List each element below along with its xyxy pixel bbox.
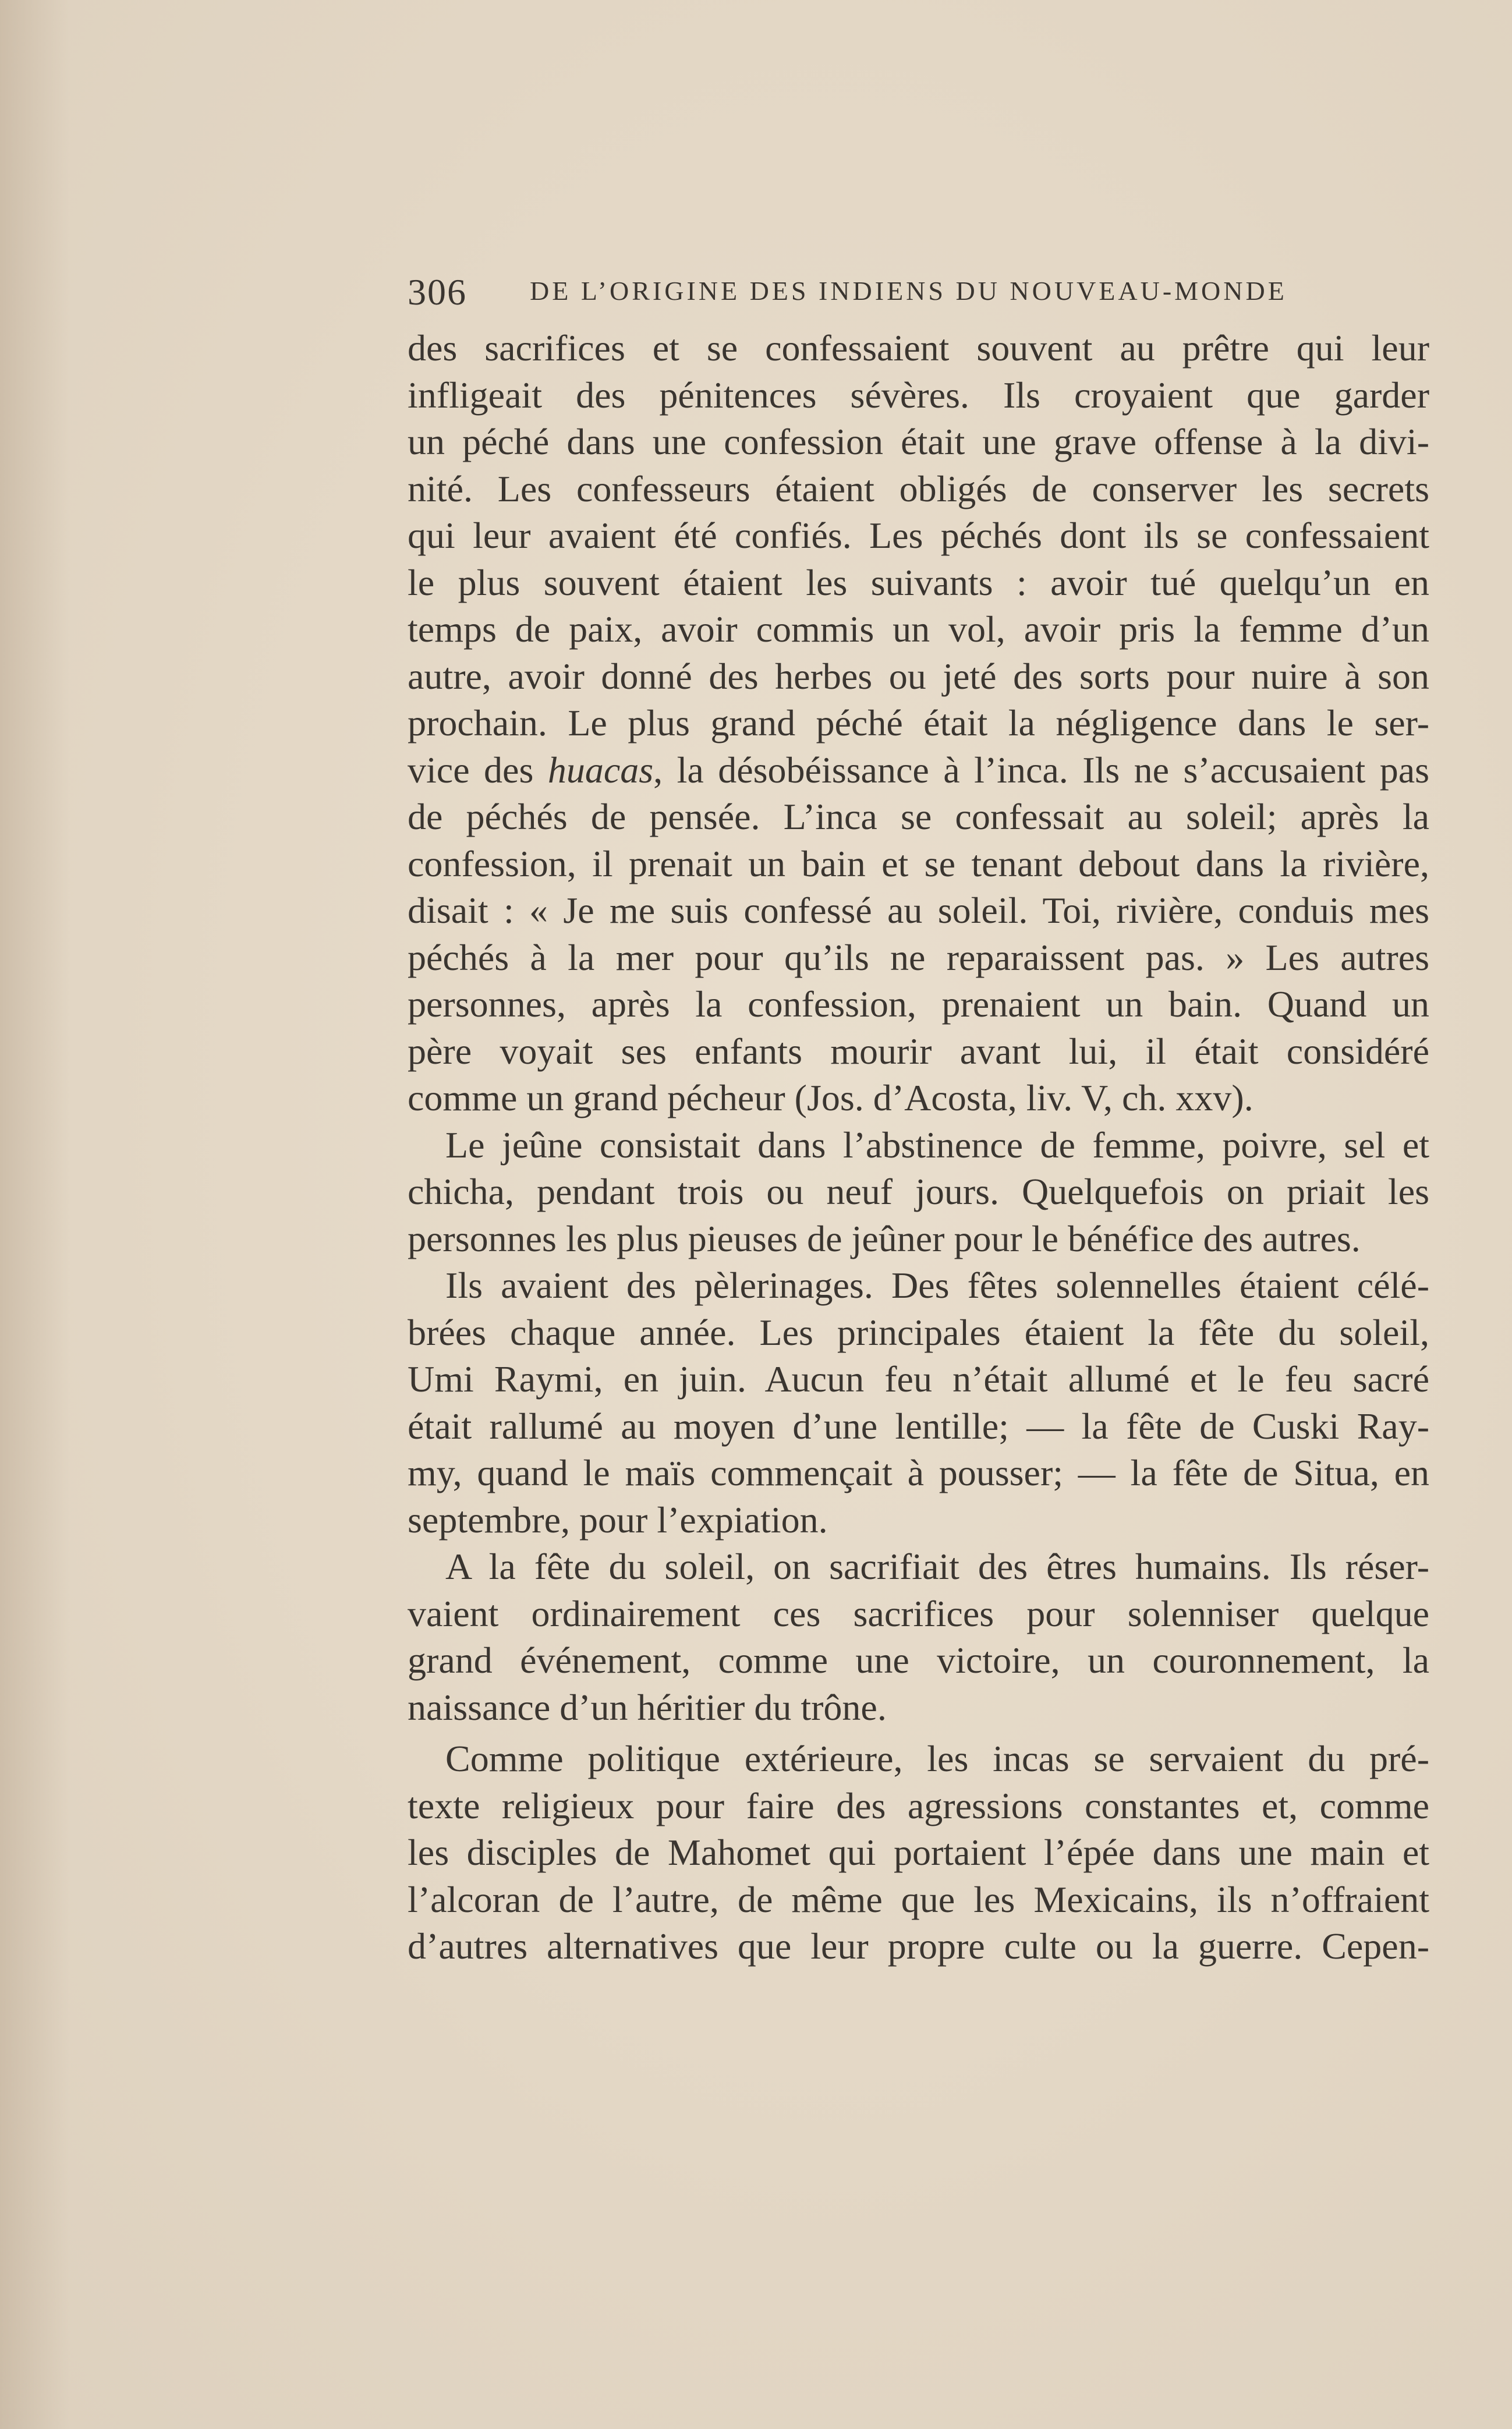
text-line: my, quand le maïs commençait à pousser; — la fête de Situa, en xyxy=(408,1452,1429,1493)
text-line: temps de paix, avoir commis un vol, avoir pris la femme d’un xyxy=(408,608,1429,650)
text-line: le plus souvent étaient les suivants : avoir tué quelqu’un en xyxy=(408,561,1429,603)
text-line: chicha, pendant trois ou neuf jours. Quelquefois on priait les xyxy=(408,1171,1429,1212)
text-line: disait : « Je me suis confessé au soleil. Toi, rivière, conduis mes xyxy=(408,890,1429,931)
text-line: des sacrifices et se confessaient souvent au prêtre qui leur xyxy=(408,327,1429,369)
text-line: comme un grand pécheur (Jos. d’Acosta, liv. V, ch. xxv). xyxy=(408,1077,1253,1118)
text-line: vaient ordinairement ces sacrifices pour solenniser quelque xyxy=(408,1592,1429,1634)
text-line: personnes, après la confession, prenaient un bain. Quand un xyxy=(408,983,1429,1025)
text-line: Umi Raymi, en juin. Aucun feu n’était allumé et le feu sacré xyxy=(408,1358,1429,1400)
text-line: personnes les plus pieuses de jeûner pour le bénéfice des autres. xyxy=(408,1217,1361,1259)
text-line: nité. Les confesseurs étaient obligés de conserver les secrets xyxy=(408,468,1429,509)
running-head: DE L’ORIGINE DES INDIENS DU NOUVEAU-MONDE xyxy=(530,276,1287,306)
body-text xyxy=(408,325,1429,1970)
text-line: vice des huacas, la désobéissance à l’inca. Ils ne s’accusaient pas xyxy=(408,749,1429,791)
text-line: texte religieux pour faire des agressions constantes et, comme xyxy=(408,1784,1429,1826)
text-line: qui leur avaient été confiés. Les péchés dont ils se confessaient xyxy=(408,515,1429,556)
italic-term: huacas xyxy=(547,749,654,791)
text-line: infligeait des pénitences sévères. Ils croyaient que garder xyxy=(408,374,1429,416)
text-line: confession, il prenait un bain et se tenant debout dans la rivière, xyxy=(408,842,1429,884)
page-number: 306 xyxy=(408,271,467,313)
page-fold-shadow xyxy=(0,0,70,2429)
text-line: Ils avaient des pèlerinages. Des fêtes solennelles étaient célé- xyxy=(445,1265,1429,1306)
page-header xyxy=(408,271,1432,323)
text-line: Le jeûne consistait dans l’abstinence de femme, poivre, sel et xyxy=(445,1124,1429,1166)
text-line: prochain. Le plus grand péché était la négligence dans le ser- xyxy=(408,702,1429,743)
text-line: père voyait ses enfants mourir avant lui, il était considéré xyxy=(408,1030,1429,1072)
text-line: autre, avoir donné des herbes ou jeté des sorts pour nuire à son xyxy=(408,655,1429,697)
text-line: naissance d’un héritier du trône. xyxy=(408,1686,887,1728)
text-line: Comme politique extérieure, les incas se servaient du pré- xyxy=(445,1738,1429,1779)
text-line: les disciples de Mahomet qui portaient l’épée dans une main et xyxy=(408,1832,1429,1873)
text-line: était rallumé au moyen d’une lentille; — la fête de Cuski Ray- xyxy=(408,1405,1429,1447)
text-line: d’autres alternatives que leur propre culte ou la guerre. Cepen- xyxy=(408,1925,1429,1967)
text-line: un péché dans une confession était une grave offense à la divi- xyxy=(408,421,1429,462)
text-line: de péchés de pensée. L’inca se confessait au soleil; après la xyxy=(408,796,1429,837)
text-line: l’alcoran de l’autre, de même que les Mexicains, ils n’offraient xyxy=(408,1878,1429,1920)
text-line: grand événement, comme une victoire, un couronnement, la xyxy=(408,1640,1429,1681)
text-line: péchés à la mer pour qu’ils ne reparaissent pas. » Les autres xyxy=(408,936,1429,978)
text-line: brées chaque année. Les principales étaient la fête du soleil, xyxy=(408,1311,1429,1353)
text-line: septembre, pour l’expiation. xyxy=(408,1499,828,1541)
paragraph-gap xyxy=(408,1731,1429,1736)
text-line: A la fête du soleil, on sacrifiait des êtres humains. Ils réser- xyxy=(445,1546,1429,1587)
